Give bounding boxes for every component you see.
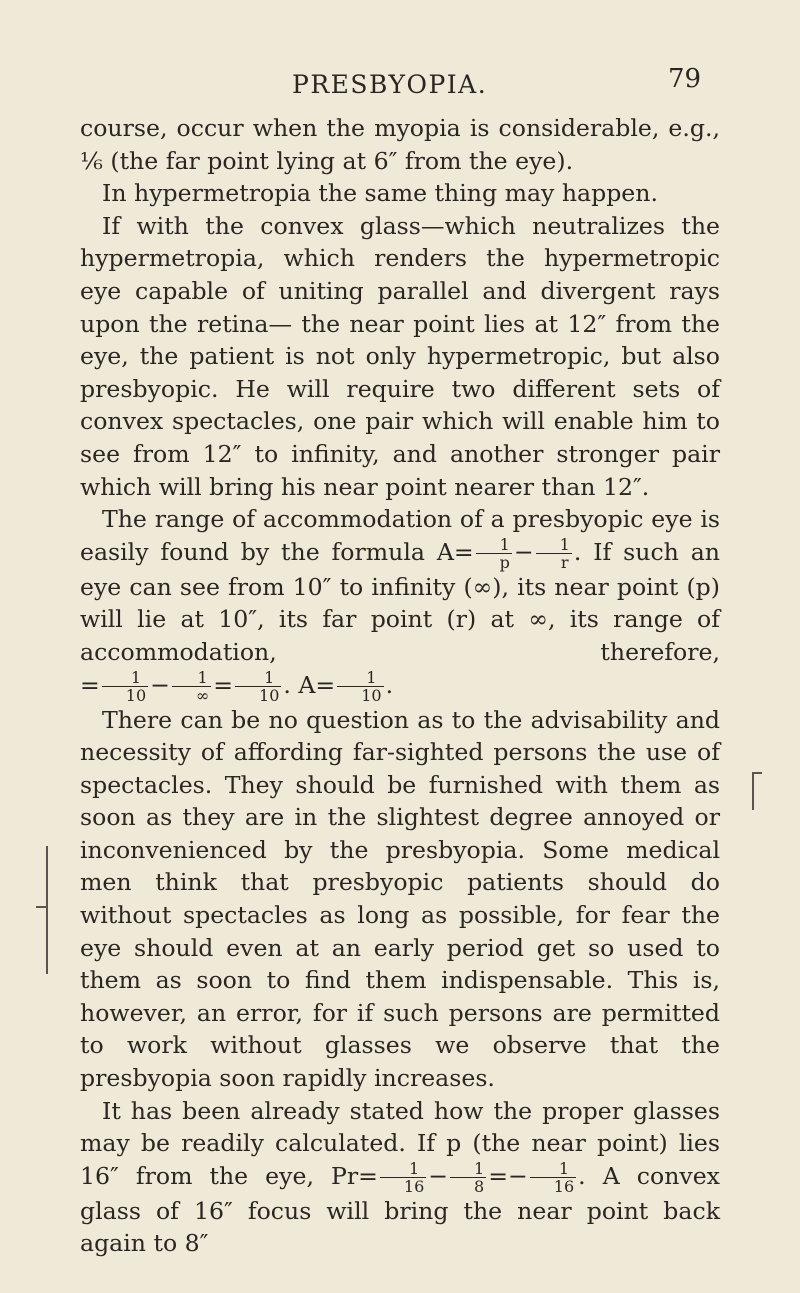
fraction-one-over-sixteen bbox=[380, 1160, 426, 1195]
minus-sign: − bbox=[150, 670, 170, 699]
paragraph-myopia: course, occur when the myopia is considerable, e.g., ⅙ (the far point lying at 6″ from the eye). bbox=[80, 114, 720, 175]
formula-mid-text: . If such an eye can see from 10″ to infinity (∞), its near point (p) will lie at 10″, its far point (r) at ∞, its range of accommodation, therefore, bbox=[80, 537, 720, 666]
fraction-numerator: 1 bbox=[476, 536, 512, 554]
fraction-denominator: 10 bbox=[125, 685, 147, 705]
margin-bracket-right-tick bbox=[752, 772, 762, 774]
paragraph-range-formula bbox=[80, 503, 720, 703]
fraction-denominator: r bbox=[560, 552, 569, 572]
fraction-one-over-infinity bbox=[172, 669, 211, 704]
body-text bbox=[80, 112, 720, 1260]
fraction-one-over-r bbox=[536, 536, 572, 571]
accommodation-formula bbox=[436, 534, 574, 572]
fraction-one-over-sixteen bbox=[530, 1160, 576, 1195]
pr-calculation bbox=[378, 1158, 578, 1196]
paragraph-glasses-calculation bbox=[80, 1095, 720, 1260]
formula-lead-text: The range of accommodation of a presbyopic eye is easily found by the formula bbox=[80, 505, 720, 566]
result-lhs: . A= bbox=[283, 670, 336, 699]
paragraph-spectacles-advice: There can be no question as to the advisability and necessity of affording far-sighted persons the use of spectacles. They should be furnished with them as soon as they are in the slightest degree annoyed or inconvenienced by the presbyopia. Some medical men think that presbyopic patients should do without spectacles as long as possible, for fear the eye should even at an early period get so used to them as soon to find them indispensable. This is, however, an error, for if such persons are permitted to work without glasses we observe that the presbyopia soon rapidly increases. bbox=[80, 705, 720, 1093]
calculation-lead-text: It has been already stated how the proper glasses may be readily calculated. If p (the near point) lies 16″ from the eye, Pr= bbox=[80, 1096, 720, 1190]
minus-sign: − bbox=[508, 1161, 528, 1190]
fraction-numerator: 1 bbox=[450, 1160, 486, 1178]
fraction-denominator: p bbox=[499, 552, 510, 572]
minus-sign: − bbox=[428, 1161, 449, 1190]
page-header bbox=[0, 62, 800, 102]
fraction-numerator: 1 bbox=[536, 536, 572, 554]
fraction-numerator: 1 bbox=[172, 669, 211, 687]
equals-sign: = bbox=[488, 1161, 509, 1190]
fraction-numerator: 1 bbox=[235, 669, 281, 687]
fraction-denominator: 10 bbox=[361, 685, 382, 705]
equals-sign: = bbox=[80, 670, 100, 699]
period: . bbox=[385, 670, 394, 699]
fraction-one-over-p bbox=[476, 536, 512, 571]
fraction-numerator: 1 bbox=[102, 669, 148, 687]
range-calculation bbox=[80, 667, 394, 705]
fraction-one-over-ten bbox=[235, 669, 281, 704]
fraction-numerator: 1 bbox=[380, 1160, 426, 1178]
fraction-denominator: ∞ bbox=[195, 685, 210, 705]
margin-bracket-left-tick bbox=[36, 906, 46, 908]
fraction-one-over-eight bbox=[450, 1160, 486, 1195]
margin-bracket-right bbox=[752, 772, 754, 810]
paragraph-convex-glass: If with the convex glass—which neutralizes the hypermetropia, which renders the hypermetropic eye capable of uniting parallel and divergent rays upon the retina— the near point lies at 12″ from the eye, the patient is not only hypermetropic, but also presbyopic. He will require two different sets of convex spectacles, one pair which will enable him to see from 12″ to infinity, and another stronger pair which will bring his near point nearer than 12″. bbox=[80, 211, 720, 501]
running-title: PRESBYOPIA. bbox=[292, 70, 488, 99]
page-number: 79 bbox=[668, 64, 702, 94]
margin-bracket-left bbox=[46, 846, 48, 974]
fraction-numerator: 1 bbox=[337, 669, 383, 687]
fraction-denominator: 10 bbox=[259, 685, 280, 705]
calculation-trailing-text: . A convex glass of 16″ focus will bring the near point back again to 8″ bbox=[80, 1161, 720, 1258]
fraction-one-over-ten bbox=[337, 669, 383, 704]
fraction-denominator: 16 bbox=[403, 1176, 425, 1196]
fraction-denominator: 8 bbox=[474, 1176, 485, 1196]
fraction-one-over-ten bbox=[102, 669, 148, 704]
minus-sign: − bbox=[513, 537, 534, 566]
formula-lhs: A= bbox=[436, 537, 474, 566]
paragraph-hypermetropia: In hypermetropia the same thing may happen. bbox=[102, 179, 658, 208]
equals-sign: = bbox=[213, 670, 234, 699]
fraction-denominator: 16 bbox=[553, 1176, 575, 1196]
fraction-numerator: 1 bbox=[530, 1160, 576, 1178]
